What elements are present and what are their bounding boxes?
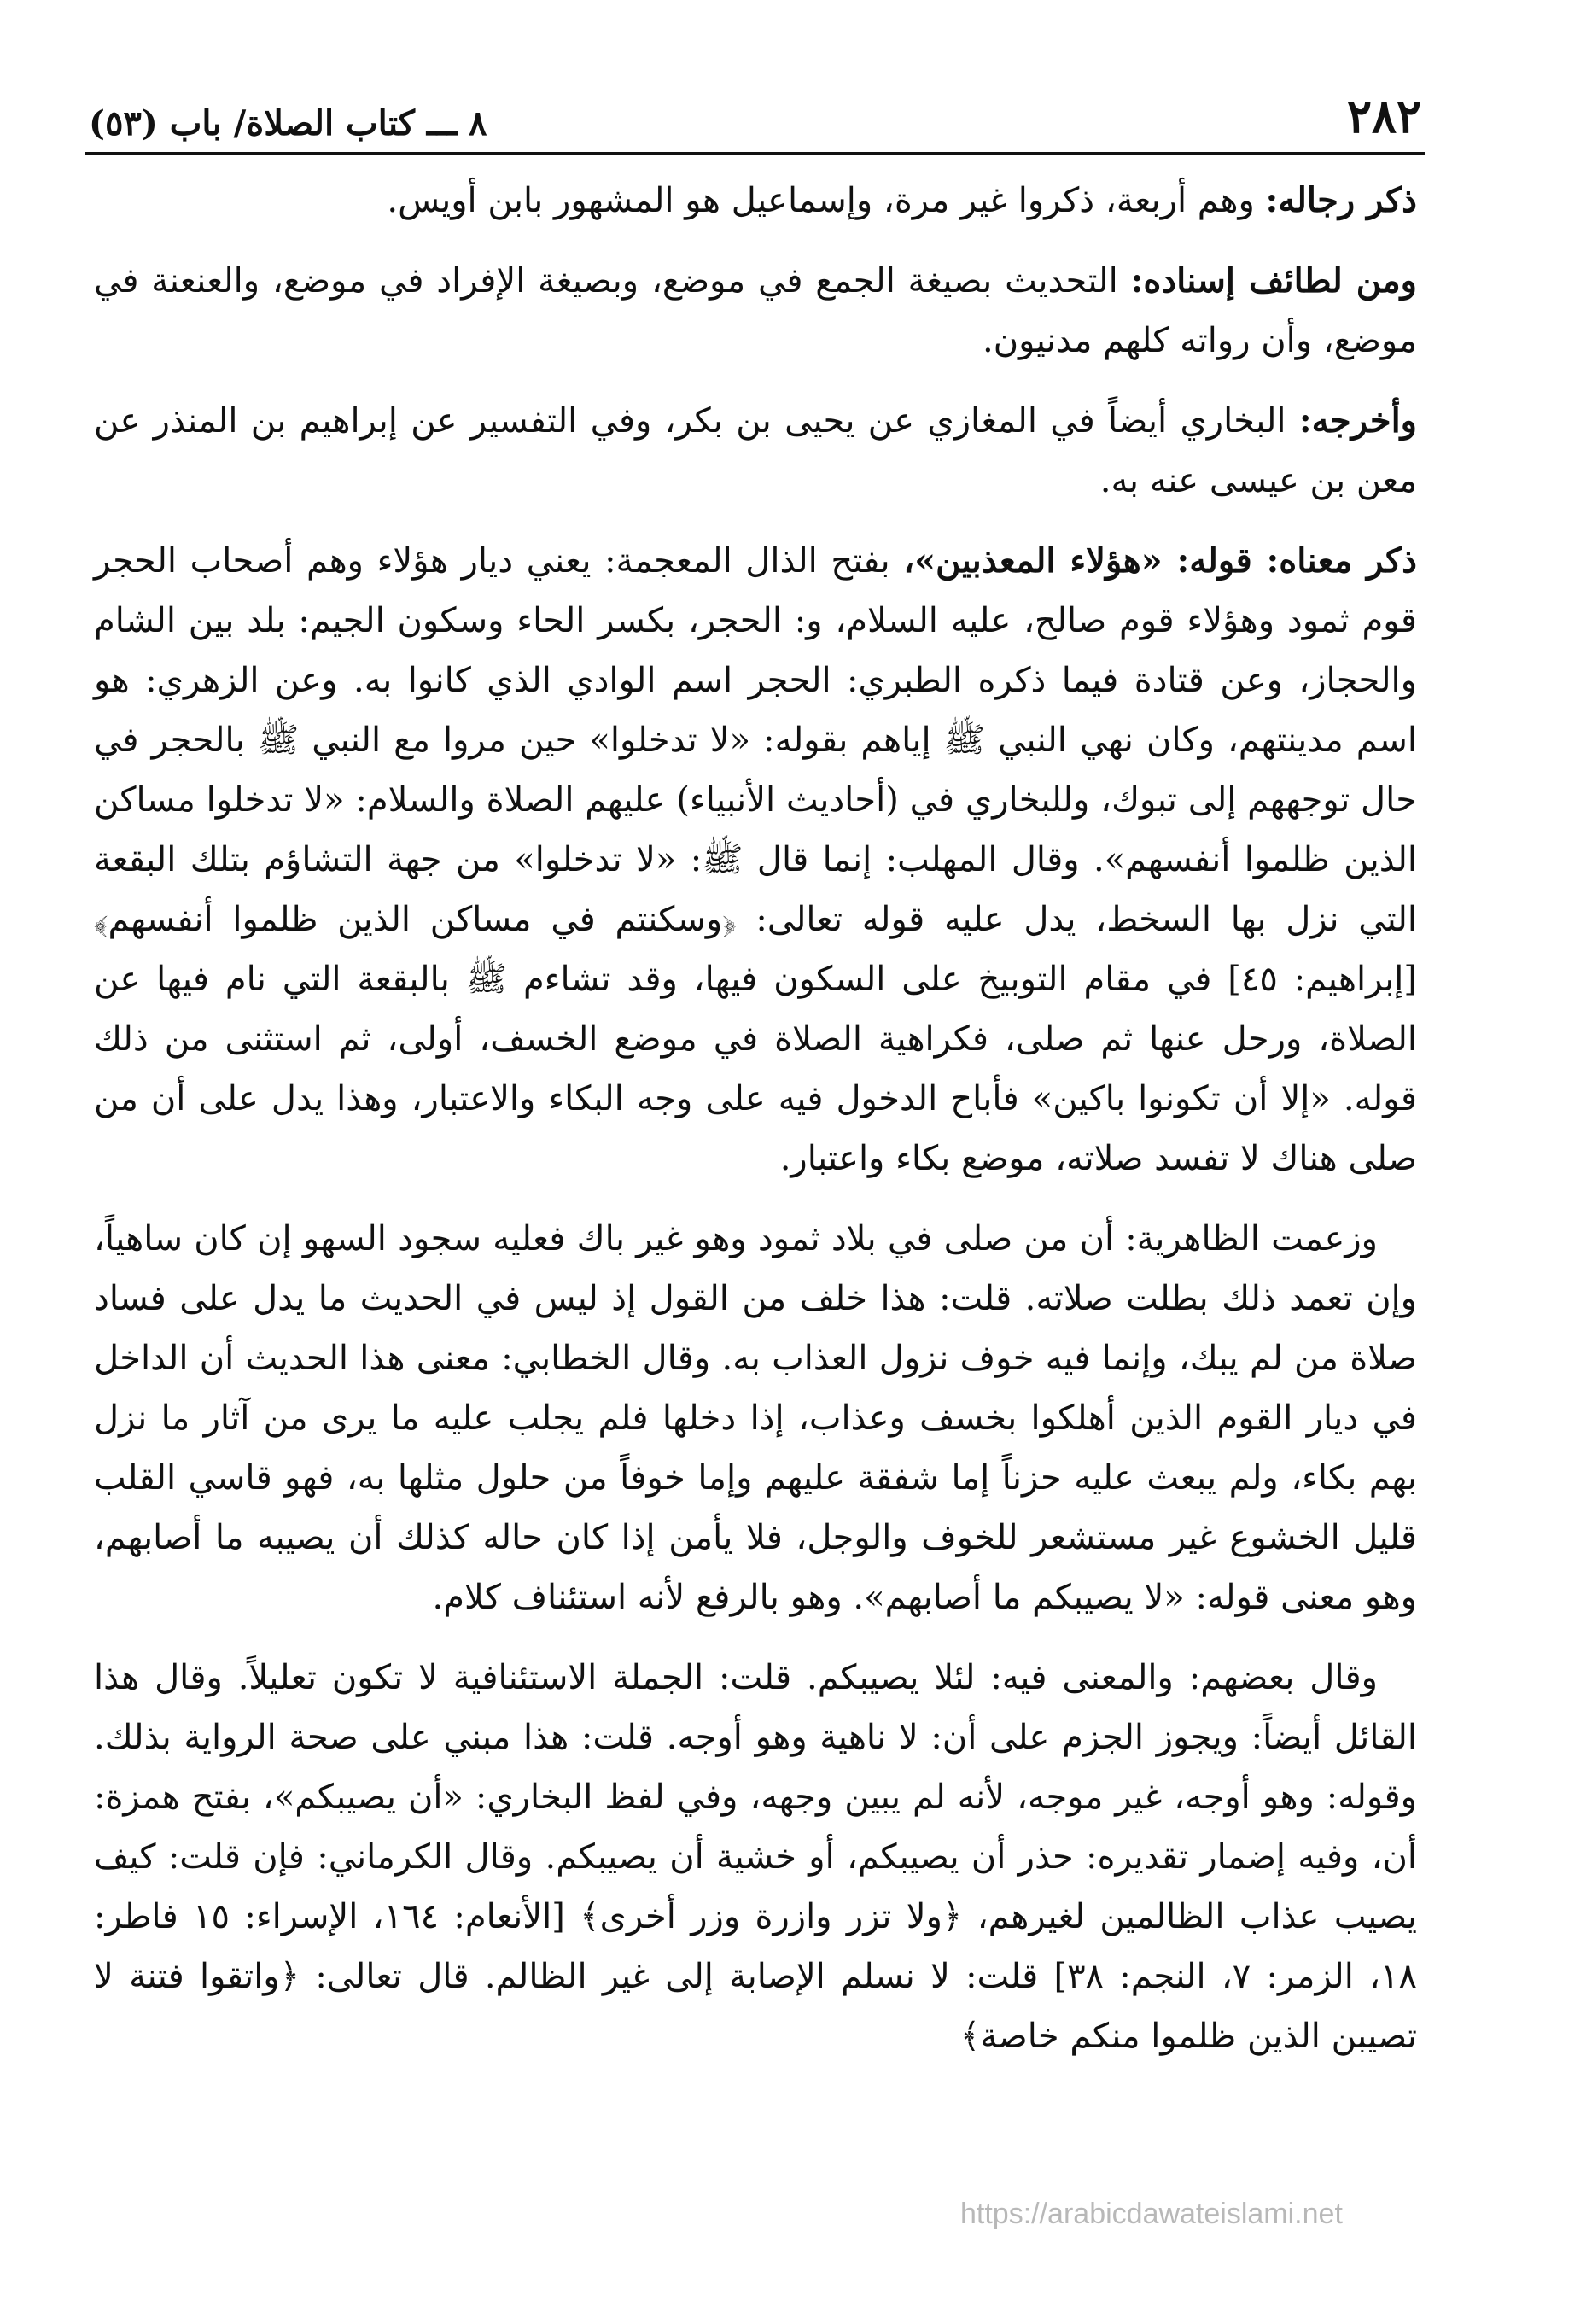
page-number: ٢٨٢ <box>1346 89 1421 143</box>
paragraph-lead: وأخرجه: <box>1298 400 1417 441</box>
paragraph-text: بفتح الذال المعجمة: يعني ديار هؤلاء وهم أصحاب الحجر قوم ثمود وهؤلاء قوم صالح، عليه السلام، و: الحجر، بكسر الحاء وسكون الجيم: بلد بين الشام والحجاز، وعن قتادة فيما ذكره الطبري: الحجر اسم الوادي الذي كانوا به. وعن الزهري: هو اسم مدينتهم، وكان نهي النبي ﷺ إياهم بقوله: «لا تدخلوا» حين مروا مع النبي ﷺ بالحجر في حال توجههم إلى تبوك، وللبخاري في (أحاديث الأنبياء) عليهم الصلاة والسلام: «لا تدخلوا مساكن الذين ظلموا أنفسهم». وقال المهلب: إنما قال ﷺ: «لا تدخلوا» من جهة التشاؤم بتلك البقعة التي نزل بها السخط، يدل عليه قوله تعالى: ﴿وسكنتم في مساكن الذين ظلموا أنفسهم﴾ [إبراهيم: ٤٥] في مقام التوبيخ على السكون فيها، وقد تشاءم ﷺ بالبقعة التي نام فيها عن الصلاة، ورحل عنها ثم صلى، فكراهية الصلاة في موضع الخسف، أولى، ثم استثنى من ذلك قوله. «إلا أن تكونوا باكين» فأباح الدخول فيه على وجه البكاء والاعتبار، وهذا يدل على أن من صلى هناك لا تفسد صلاته، موضع بكاء واعتبار. <box>94 541 1417 1178</box>
paragraph-text: البخاري أيضاً في المغازي عن يحيى بن بكر، وفي التفسير عن إبراهيم بن المنذر عن معن بن عيسى عنه به. <box>94 401 1417 500</box>
paragraph-lead: ذكر رجاله: <box>1265 180 1417 220</box>
page-body <box>94 171 1417 2087</box>
paragraph-lead: ذكر معناه: قوله: «هؤلاء المعذبين»، <box>903 540 1417 581</box>
running-title: ٨ ـــ كتاب الصلاة/ باب (٥٣) <box>89 103 487 143</box>
paragraph-text: وهم أربعة، ذكروا غير مرة، وإسماعيل هو المشهور بابن أويس. <box>387 181 1266 220</box>
paragraph-zahiriyya <box>94 1209 1417 1627</box>
paragraph-text: التحديث بصيغة الجمع في موضع، وبصيغة الإفراد في موضع، والعنعنة في موضع، وأن رواته كلهم مدنيون. <box>94 261 1417 360</box>
paragraph-chain-subtleties <box>94 251 1417 371</box>
paragraph-meaning <box>94 531 1417 1188</box>
paragraph-lead: ومن لطائف إسناده: <box>1130 260 1417 301</box>
paragraph-text: وقال بعضهم: والمعنى فيه: لئلا يصيبكم. قلت: الجملة الاستئنافية لا تكون تعليلاً. وقال هذا القائل أيضاً: ويجوز الجزم على أن: لا ناهية وهو أوجه. قلت: هذا مبني على صحة الرواية بذلك. وقوله: وهو أوجه، غير موجه، لأنه لم يبين وجهه، وفي لفظ البخاري: «أن يصيبكم»، بفتح همزة: أن، وفيه إضمار تقديره: حذر أن يصيبكم، أو خشية أن يصيبكم. وقال الكرماني: فإن قلت: كيف يصيب عذاب الظالمين لغيرهم، ﴿ولا تزر وازرة وزر أخرى﴾ [الأنعام: ١٦٤، الإسراء: ١٥ فاطر: ١٨، الزمر: ٧، النجم: ٣٨] قلت: لا نسلم الإصابة إلى غير الظالم. قال تعالى: ﴿واتقوا فتنة لا تصيبن الذين ظلموا منكم خاصة﴾ <box>94 1658 1418 2056</box>
paragraph-some-said <box>94 1648 1417 2066</box>
paragraph-also-narrated <box>94 391 1417 511</box>
paragraph-text: وزعمت الظاهرية: أن من صلى في بلاد ثمود وهو غير باك فعليه سجود السهو إن كان ساهياً، وإن تعمد ذلك بطلت صلاته. قلت: هذا خلف من القول إذ ليس في الحديث ما يدل على فساد صلاة من لم يبك، وإنما فيه خوف نزول العذاب به. وقال الخطابي: معنى هذا الحديث أن الداخل في ديار القوم الذين أهلكوا بخسف وعذاب، إذا دخلها فلم يجلب عليه ما يرى من آثار ما نزل بهم بكاء، ولم يبعث عليه حزناً إما شفقة عليهم وإما خوفاً من حلول مثلها به، فهو قاسي القلب قليل الخشوع غير مستشعر للخوف والوجل، فلا يأمن إذا كان حاله كذلك أن يصيبه ما أصابهم، وهو معنى قوله: «لا يصيبكم ما أصابهم». وهو بالرفع لأنه استئناف كلام. <box>94 1219 1417 1617</box>
header-rule <box>85 152 1425 155</box>
paragraph-narrators <box>94 171 1417 231</box>
watermark-url: https://arabicdawateislami.net <box>960 2198 1343 2230</box>
page-header <box>89 84 1421 143</box>
